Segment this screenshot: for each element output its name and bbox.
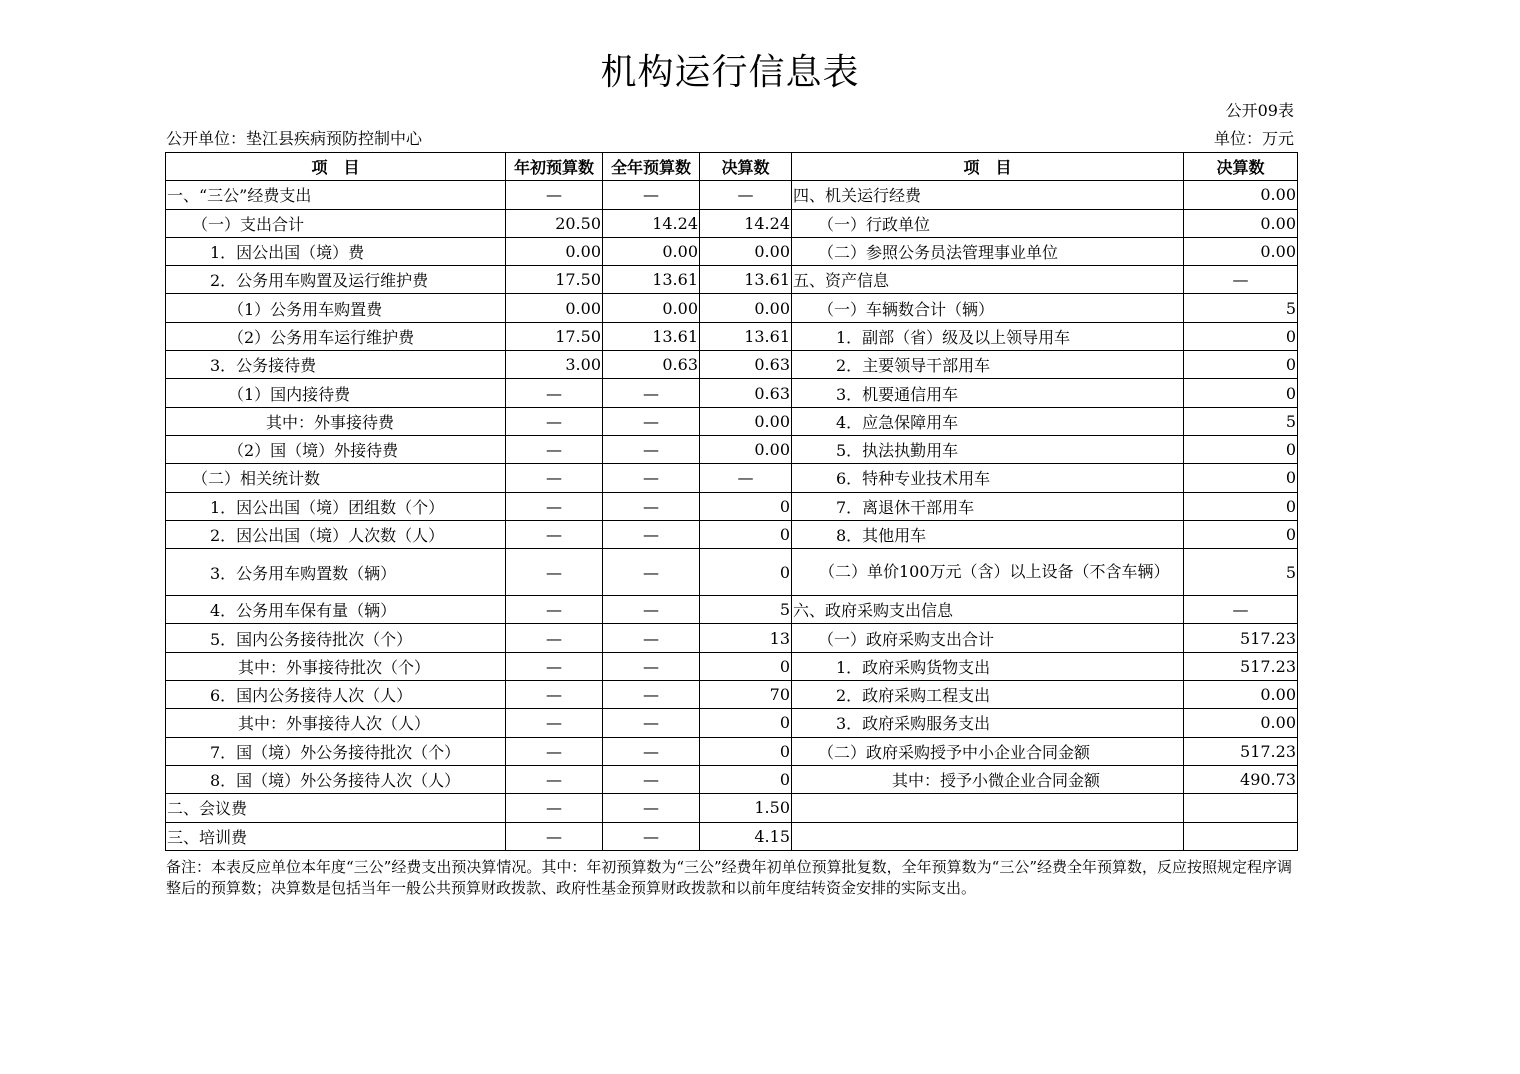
cell-annual-budget: —: [603, 822, 700, 850]
row-label: 其中：外事接待费: [166, 407, 506, 435]
cell-final: —: [700, 181, 792, 209]
cell-initial-budget: —: [506, 624, 603, 652]
cell-annual-budget: —: [603, 624, 700, 652]
right-value: 0: [1184, 379, 1298, 407]
table-code: 公开09表: [1225, 101, 1294, 120]
table-row: [166, 822, 1298, 850]
right-label: （二）政府采购授予中小企业合同金额: [792, 737, 1184, 765]
right-value: —: [1184, 596, 1298, 624]
cell-initial-budget: —: [506, 407, 603, 435]
header-final: 决算数: [700, 153, 792, 181]
cell-initial-budget: —: [506, 709, 603, 737]
row-label: （一）支出合计: [166, 209, 506, 237]
row-label: 1．因公出国（境）费: [166, 237, 506, 265]
row-label: （1）国内接待费: [166, 379, 506, 407]
right-label: [792, 794, 1184, 822]
cell-annual-budget: 13.61: [603, 322, 700, 350]
info-table: [165, 152, 1298, 851]
cell-initial-budget: —: [506, 822, 603, 850]
right-value: 0.00: [1184, 209, 1298, 237]
header-annual-budget: 全年预算数: [603, 153, 700, 181]
cell-annual-budget: 13.61: [603, 266, 700, 294]
header-item: 项 目: [166, 153, 506, 181]
table-row: [166, 351, 1298, 379]
cell-final: 0: [700, 709, 792, 737]
cell-annual-budget: —: [603, 652, 700, 680]
cell-initial-budget: —: [506, 492, 603, 520]
table-row: [166, 709, 1298, 737]
row-label: 8．国（境）外公务接待人次（人）: [166, 765, 506, 793]
table-row: [166, 794, 1298, 822]
right-value: 490.73: [1184, 765, 1298, 793]
row-label: 2．因公出国（境）人次数（人）: [166, 520, 506, 548]
table-row: [166, 266, 1298, 294]
right-label: 3．政府采购服务支出: [792, 709, 1184, 737]
cell-initial-budget: —: [506, 464, 603, 492]
right-label: 1．副部（省）级及以上领导用车: [792, 322, 1184, 350]
right-label: 5．执法执勤用车: [792, 435, 1184, 463]
row-label: （二）相关统计数: [166, 464, 506, 492]
page-title: 机构运行信息表: [600, 52, 860, 93]
cell-initial-budget: 3.00: [506, 351, 603, 379]
right-label: （一）车辆数合计（辆）: [792, 294, 1184, 322]
cell-annual-budget: 0.00: [603, 237, 700, 265]
table-row: [166, 765, 1298, 793]
row-label: 3．公务接待费: [166, 351, 506, 379]
row-label: （2）公务用车运行维护费: [166, 322, 506, 350]
cell-annual-budget: 14.24: [603, 209, 700, 237]
table-row: [166, 322, 1298, 350]
right-label: （一）行政单位: [792, 209, 1184, 237]
row-label: 其中：外事接待人次（人）: [166, 709, 506, 737]
right-value: 517.23: [1184, 624, 1298, 652]
right-label: 4．应急保障用车: [792, 407, 1184, 435]
table-row: [166, 681, 1298, 709]
table-row: [166, 624, 1298, 652]
right-value: 5: [1184, 407, 1298, 435]
table-row: [166, 237, 1298, 265]
row-label: 6．国内公务接待人次（人）: [166, 681, 506, 709]
table-row: [166, 379, 1298, 407]
right-value: 0.00: [1184, 681, 1298, 709]
cell-initial-budget: —: [506, 181, 603, 209]
right-value: 0: [1184, 464, 1298, 492]
row-label: 其中：外事接待批次（个）: [166, 652, 506, 680]
right-label: 2．政府采购工程支出: [792, 681, 1184, 709]
cell-annual-budget: —: [603, 549, 700, 596]
right-value: [1184, 794, 1298, 822]
cell-final: 0: [700, 520, 792, 548]
cell-initial-budget: —: [506, 549, 603, 596]
cell-final: 0: [700, 652, 792, 680]
cell-initial-budget: 0.00: [506, 294, 603, 322]
right-label: 3．机要通信用车: [792, 379, 1184, 407]
cell-final: 0: [700, 492, 792, 520]
cell-final: 14.24: [700, 209, 792, 237]
cell-final: —: [700, 464, 792, 492]
cell-initial-budget: —: [506, 520, 603, 548]
cell-final: 4.15: [700, 822, 792, 850]
right-value: 0.00: [1184, 237, 1298, 265]
cell-final: 13.61: [700, 266, 792, 294]
cell-annual-budget: 0.63: [603, 351, 700, 379]
cell-initial-budget: —: [506, 652, 603, 680]
cell-annual-budget: —: [603, 464, 700, 492]
cell-initial-budget: —: [506, 681, 603, 709]
row-label: 5．国内公务接待批次（个）: [166, 624, 506, 652]
right-label: 六、政府采购支出信息: [792, 596, 1184, 624]
cell-annual-budget: —: [603, 520, 700, 548]
cell-initial-budget: 0.00: [506, 237, 603, 265]
row-label: （1）公务用车购置费: [166, 294, 506, 322]
cell-annual-budget: —: [603, 435, 700, 463]
cell-initial-budget: —: [506, 794, 603, 822]
cell-annual-budget: —: [603, 492, 700, 520]
cell-final: 0.63: [700, 351, 792, 379]
cell-annual-budget: —: [603, 709, 700, 737]
cell-final: 13.61: [700, 322, 792, 350]
cell-final: 0.00: [700, 407, 792, 435]
cell-annual-budget: —: [603, 737, 700, 765]
right-label: 6．特种专业技术用车: [792, 464, 1184, 492]
table-row: [166, 492, 1298, 520]
cell-final: 0: [700, 765, 792, 793]
cell-initial-budget: 20.50: [506, 209, 603, 237]
footnote: 备注：本表反应单位本年度“三公”经费支出预决算情况。其中：年初预算数为“三公”经费年初单位预算批复数，全年预算数为“三公”经费全年预算数，反应按照规定程序调整后的预算数；决算数是包括当年一般公共预算财政拨款、政府性基金预算财政拨款和以前年度结转资金安排的实际支出。: [166, 858, 1293, 897]
right-label: 其中：授予小微企业合同金额: [792, 765, 1184, 793]
money-unit: 单位：万元: [1213, 129, 1294, 148]
right-value: 0: [1184, 351, 1298, 379]
table-row: [166, 209, 1298, 237]
row-label: 3．公务用车购置数（辆）: [166, 549, 506, 596]
cell-initial-budget: —: [506, 596, 603, 624]
cell-annual-budget: —: [603, 181, 700, 209]
right-value: 517.23: [1184, 652, 1298, 680]
right-label: 四、机关运行经费: [792, 181, 1184, 209]
row-label: 4．公务用车保有量（辆）: [166, 596, 506, 624]
right-label: [792, 822, 1184, 850]
table-header-row: [166, 153, 1298, 181]
right-value: 0: [1184, 322, 1298, 350]
right-value: 517.23: [1184, 737, 1298, 765]
cell-annual-budget: —: [603, 596, 700, 624]
cell-final: 1.50: [700, 794, 792, 822]
cell-annual-budget: —: [603, 794, 700, 822]
table-row: [166, 549, 1298, 596]
right-value: 0.00: [1184, 181, 1298, 209]
cell-initial-budget: —: [506, 435, 603, 463]
right-label: （二）参照公务员法管理事业单位: [792, 237, 1184, 265]
right-label: （二）单价100万元（含）以上设备（不含车辆）: [792, 549, 1184, 596]
row-label: 一、“三公”经费支出: [166, 181, 506, 209]
cell-final: 0.00: [700, 294, 792, 322]
cell-initial-budget: —: [506, 379, 603, 407]
table-row: [166, 435, 1298, 463]
cell-annual-budget: —: [603, 379, 700, 407]
cell-final: 13: [700, 624, 792, 652]
table-row: [166, 294, 1298, 322]
cell-initial-budget: —: [506, 737, 603, 765]
cell-final: 0.63: [700, 379, 792, 407]
right-value: 5: [1184, 549, 1298, 596]
cell-annual-budget: —: [603, 765, 700, 793]
row-label: 二、会议费: [166, 794, 506, 822]
row-label: 1．因公出国（境）团组数（个）: [166, 492, 506, 520]
row-label: 2．公务用车购置及运行维护费: [166, 266, 506, 294]
row-label: 7．国（境）外公务接待批次（个）: [166, 737, 506, 765]
header-final-right: 决算数: [1184, 153, 1298, 181]
reporting-unit: 公开单位：垫江县疾病预防控制中心: [166, 129, 423, 148]
table-row: [166, 464, 1298, 492]
cell-initial-budget: —: [506, 765, 603, 793]
cell-annual-budget: —: [603, 407, 700, 435]
right-label: 1．政府采购货物支出: [792, 652, 1184, 680]
cell-annual-budget: 0.00: [603, 294, 700, 322]
row-label: 三、培训费: [166, 822, 506, 850]
table-row: [166, 181, 1298, 209]
cell-final: 0: [700, 549, 792, 596]
cell-annual-budget: —: [603, 681, 700, 709]
cell-final: 0.00: [700, 435, 792, 463]
right-label: 7．离退休干部用车: [792, 492, 1184, 520]
cell-initial-budget: 17.50: [506, 322, 603, 350]
row-label: （2）国（境）外接待费: [166, 435, 506, 463]
table-row: [166, 407, 1298, 435]
table-row: [166, 737, 1298, 765]
right-label: 2．主要领导干部用车: [792, 351, 1184, 379]
header-item-right: 项 目: [792, 153, 1184, 181]
right-value: 0: [1184, 492, 1298, 520]
header-initial-budget: 年初预算数: [506, 153, 603, 181]
right-label: 8．其他用车: [792, 520, 1184, 548]
right-value: 0.00: [1184, 709, 1298, 737]
right-label: （一）政府采购支出合计: [792, 624, 1184, 652]
cell-final: 0: [700, 737, 792, 765]
cell-final: 70: [700, 681, 792, 709]
table-row: [166, 520, 1298, 548]
right-value: [1184, 822, 1298, 850]
cell-final: 5: [700, 596, 792, 624]
right-value: 0: [1184, 435, 1298, 463]
table-row: [166, 596, 1298, 624]
cell-final: 0.00: [700, 237, 792, 265]
right-value: 0: [1184, 520, 1298, 548]
right-value: 5: [1184, 294, 1298, 322]
right-value: —: [1184, 266, 1298, 294]
cell-initial-budget: 17.50: [506, 266, 603, 294]
table-row: [166, 652, 1298, 680]
right-label: 五、资产信息: [792, 266, 1184, 294]
